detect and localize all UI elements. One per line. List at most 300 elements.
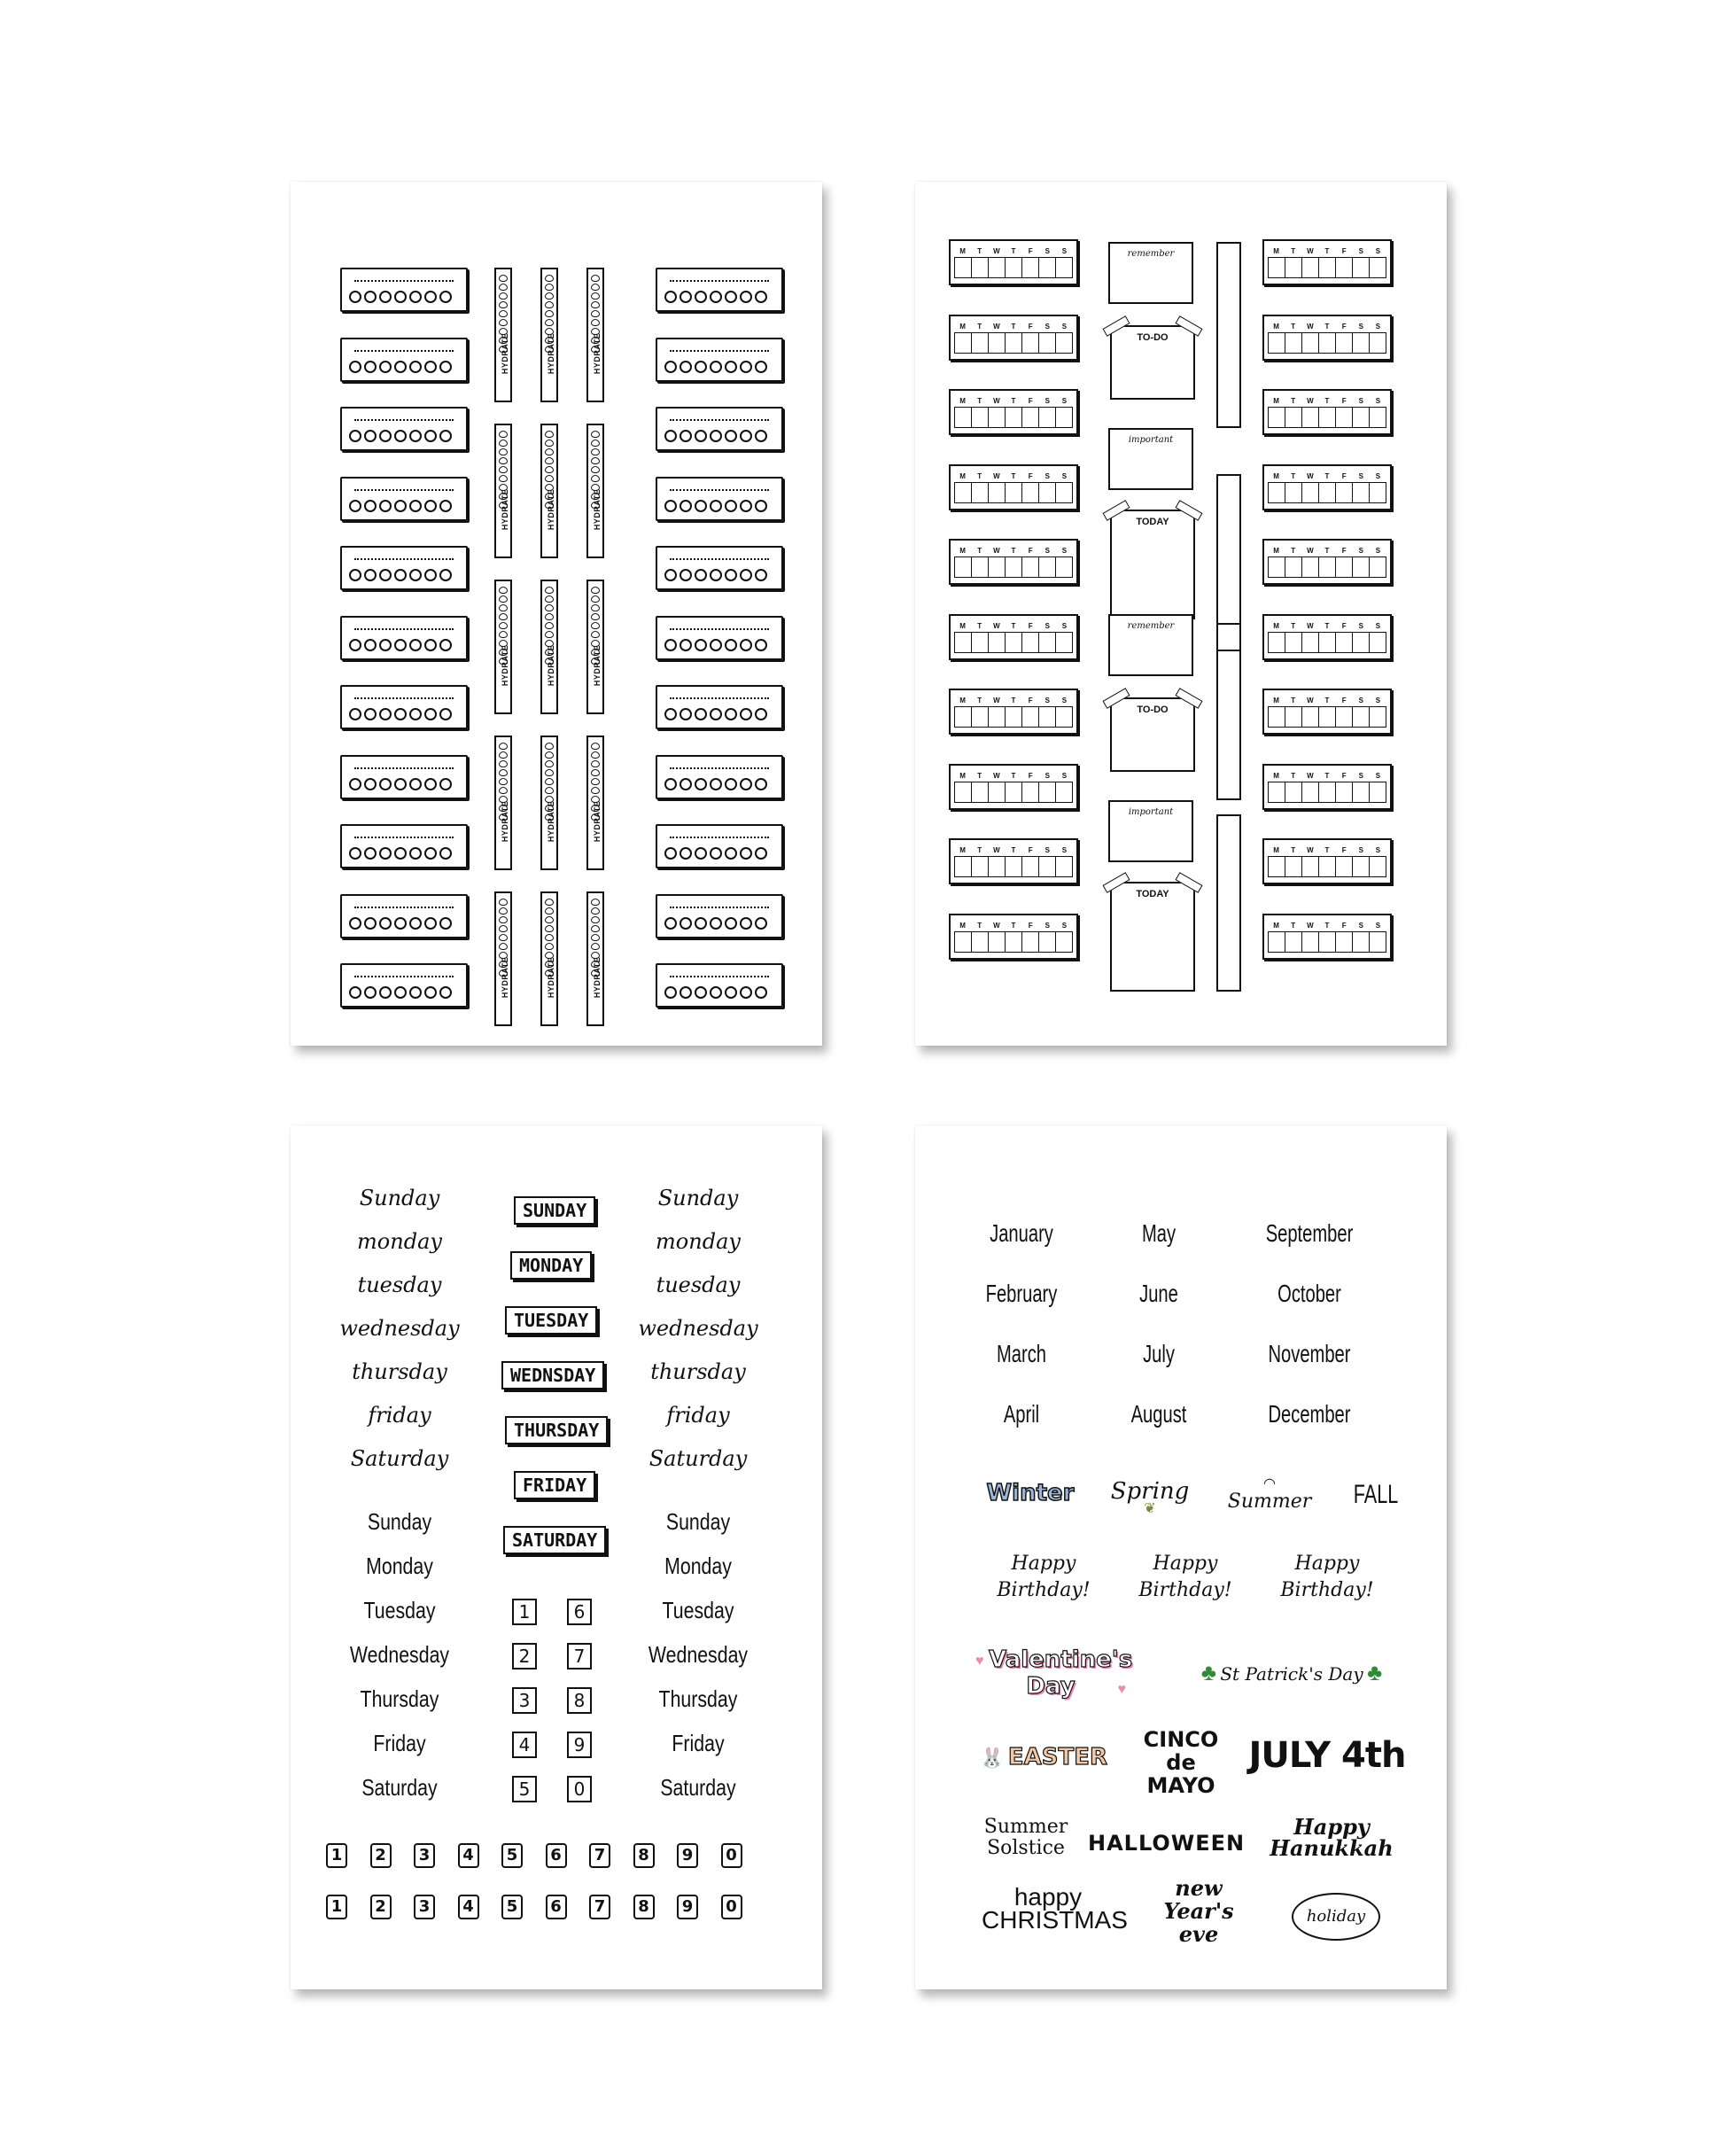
birthday-sticker-1 <box>982 1551 1106 1604</box>
note-sticker <box>1108 614 1193 676</box>
week-tracker <box>949 539 1078 585</box>
month-label: May <box>1141 1219 1177 1247</box>
dotted-line <box>354 558 454 560</box>
day-box <box>989 932 1006 952</box>
day-box <box>1370 408 1386 427</box>
circle-row <box>664 917 767 930</box>
print-day-right: Friday <box>672 1730 725 1756</box>
weekday-letter: M <box>959 771 966 780</box>
dotted-line <box>354 489 454 491</box>
summer-solstice-text: Summer Solstice <box>983 1816 1068 1859</box>
weekday-letter: W <box>1307 921 1314 930</box>
droplet-icon <box>545 319 554 326</box>
weekday-letter: W <box>993 547 1000 555</box>
circle-checkbox <box>394 917 407 930</box>
circle-checkbox <box>439 500 452 512</box>
print-day-left: Monday <box>366 1553 433 1579</box>
circle-row <box>349 500 452 512</box>
droplet-icon <box>499 319 508 326</box>
day-box <box>1302 483 1319 502</box>
droplet-icon <box>545 613 554 620</box>
day-box <box>1285 857 1302 876</box>
day-box <box>955 258 972 277</box>
week-tracker <box>1262 315 1392 361</box>
print-day-left: Tuesday <box>363 1597 436 1623</box>
droplet-icon <box>545 916 554 923</box>
note-title: TO-DO <box>1137 704 1169 715</box>
droplet-icon <box>499 440 508 447</box>
day-box <box>1056 258 1072 277</box>
weekday-letter: W <box>993 921 1000 930</box>
weekday-letter: T <box>1291 471 1296 480</box>
circle-checkbox <box>379 569 392 581</box>
weekday-letter: T <box>1291 322 1296 331</box>
weekday-letter: T <box>1011 322 1016 331</box>
droplet-icon <box>499 587 508 594</box>
circle-checkbox <box>725 361 737 373</box>
circle-checkbox <box>755 430 767 442</box>
droplet-icon <box>591 787 600 794</box>
number-tab: 0 <box>721 1843 742 1868</box>
dot-tracker <box>340 546 468 590</box>
circle-checkbox <box>755 708 767 720</box>
circle-checkbox <box>379 708 392 720</box>
day-flag-sticker: FRIDAY <box>514 1471 595 1499</box>
circle-row <box>664 778 767 790</box>
weekday-letter: T <box>1291 247 1296 255</box>
day-box <box>1319 483 1336 502</box>
hydrate-strip <box>540 424 558 558</box>
print-day-right: Sunday <box>665 1508 731 1535</box>
day-box <box>1336 408 1353 427</box>
day-box <box>1285 408 1302 427</box>
weekday-letter: W <box>993 322 1000 331</box>
weekday-letter: T <box>1291 397 1296 405</box>
weekday-letter: M <box>1273 322 1279 331</box>
droplet-icon <box>591 934 600 941</box>
circle-checkbox <box>424 639 437 651</box>
weekday-letter: F <box>1028 247 1033 255</box>
droplet-icon <box>591 943 600 950</box>
droplet-icon <box>499 899 508 906</box>
droplet-icon <box>545 475 554 482</box>
weekday-header <box>954 471 1073 482</box>
weekday-letter: M <box>1273 397 1279 405</box>
droplet-icon <box>499 925 508 932</box>
day-box <box>1353 707 1370 727</box>
circle-checkbox <box>740 917 752 930</box>
day-box <box>1370 258 1386 277</box>
sticker-sheet-weekly-notes <box>915 182 1447 1046</box>
day-box <box>1353 557 1370 577</box>
day-box <box>1056 707 1072 727</box>
month-label: February <box>985 1280 1058 1307</box>
day-box <box>972 932 989 952</box>
weekday-boxes <box>954 332 1073 354</box>
circle-checkbox <box>664 500 677 512</box>
droplet-icon <box>591 310 600 317</box>
droplet-icon <box>499 457 508 464</box>
day-box <box>1022 857 1039 876</box>
weekday-letter: S <box>1375 471 1381 480</box>
day-box <box>1302 857 1319 876</box>
day-box <box>1353 483 1370 502</box>
weekday-letter: S <box>1044 697 1050 704</box>
droplet-icon <box>591 431 600 438</box>
hydrate-strip <box>540 268 558 402</box>
droplet-icon <box>545 934 554 941</box>
weekday-letter: T <box>977 771 982 780</box>
weekday-letter: F <box>1028 771 1033 780</box>
circle-checkbox <box>394 986 407 999</box>
season-summer-text: Summer <box>1227 1491 1312 1513</box>
hydrate-label: HYDRATE <box>593 956 602 999</box>
day-box <box>1022 557 1039 577</box>
day-box <box>1336 633 1353 652</box>
circle-checkbox <box>409 569 422 581</box>
new-years-eve-sticker <box>1137 1877 1261 1946</box>
day-box <box>1022 782 1039 802</box>
day-box <box>1302 258 1319 277</box>
month-label: December <box>1268 1400 1351 1428</box>
number-tab: 6 <box>546 1895 567 1919</box>
circle-checkbox <box>755 639 767 651</box>
date-number-box: 1 <box>512 1599 537 1625</box>
number-tab: 3 <box>414 1843 435 1868</box>
droplet-icon <box>499 613 508 620</box>
day-box <box>1006 633 1022 652</box>
circle-checkbox <box>710 569 722 581</box>
droplet-icon <box>545 769 554 776</box>
week-tracker <box>949 464 1078 510</box>
circle-checkbox <box>710 430 722 442</box>
circle-checkbox <box>664 430 677 442</box>
note-title: important <box>1128 807 1174 817</box>
circle-checkbox <box>364 986 377 999</box>
dotted-line <box>354 837 454 838</box>
weekday-boxes <box>1268 931 1386 953</box>
day-box <box>1302 707 1319 727</box>
circle-checkbox <box>409 778 422 790</box>
circle-checkbox <box>755 361 767 373</box>
dotted-line <box>354 976 454 977</box>
day-box <box>1022 483 1039 502</box>
weekday-letter: T <box>1011 921 1016 930</box>
st-patricks-day-sticker <box>1172 1659 1411 1686</box>
circle-row <box>664 708 767 720</box>
hydrate-label: HYDRATE <box>547 800 555 843</box>
day-box <box>1336 483 1353 502</box>
circle-checkbox <box>379 778 392 790</box>
droplet-icon <box>591 907 600 915</box>
dot-tracker <box>340 407 468 451</box>
season-fall <box>1332 1480 1420 1510</box>
weekday-header <box>954 771 1073 782</box>
weekday-letter: S <box>1358 397 1363 405</box>
day-box <box>989 557 1006 577</box>
weekday-letter: T <box>1324 921 1330 930</box>
circle-checkbox <box>424 430 437 442</box>
day-box <box>1056 633 1072 652</box>
droplet-icon <box>591 440 600 447</box>
weekday-letter: S <box>1061 846 1068 854</box>
weekday-letter: T <box>977 471 982 480</box>
sticker-sheet-habit-trackers <box>291 182 822 1046</box>
day-box <box>1336 707 1353 727</box>
weekday-letter: S <box>1044 322 1050 331</box>
circle-checkbox <box>725 917 737 930</box>
valentines-day-sticker <box>975 1646 1133 1700</box>
droplet-icon <box>591 925 600 932</box>
circle-checkbox <box>725 778 737 790</box>
circle-checkbox <box>695 986 707 999</box>
day-box <box>1006 333 1022 353</box>
dot-tracker <box>340 894 468 938</box>
weekday-letter: S <box>1375 846 1381 854</box>
clover-icon: ♣ <box>1200 1659 1216 1685</box>
weekday-letter: S <box>1061 547 1068 555</box>
weekday-boxes <box>954 407 1073 428</box>
note-title: important <box>1128 435 1174 445</box>
day-box <box>1302 633 1319 652</box>
day-box <box>1353 333 1370 353</box>
heart-icon: ♥ <box>1117 1682 1126 1697</box>
circle-checkbox <box>364 361 377 373</box>
hydrate-label: HYDRATE <box>547 956 555 999</box>
weekday-letter: T <box>1324 397 1330 405</box>
dot-tracker <box>340 824 468 868</box>
dot-tracker <box>340 685 468 729</box>
droplet-icon <box>499 292 508 300</box>
circle-checkbox <box>364 291 377 303</box>
dot-tracker <box>340 755 468 799</box>
circle-row <box>664 569 767 581</box>
circle-checkbox <box>664 361 677 373</box>
note-title: TODAY <box>1136 889 1169 899</box>
date-number-box: 3 <box>512 1687 537 1714</box>
circle-checkbox <box>439 917 452 930</box>
hydrate-strip <box>494 736 512 870</box>
weekday-header <box>954 546 1073 557</box>
easter-text: EASTER <box>1007 1744 1107 1771</box>
day-box <box>1353 258 1370 277</box>
circle-checkbox <box>740 430 752 442</box>
weekday-letter: W <box>993 621 1000 630</box>
weekday-letter: M <box>959 471 966 480</box>
print-day-left: Wednesday <box>349 1641 450 1668</box>
droplet-icon <box>591 292 600 300</box>
weekday-letter: T <box>1011 697 1016 704</box>
droplet-icon <box>499 604 508 611</box>
day-box <box>1370 483 1386 502</box>
week-tracker <box>949 389 1078 435</box>
weekday-letter: T <box>1324 846 1330 854</box>
circle-checkbox <box>725 430 737 442</box>
dotted-line <box>354 697 454 699</box>
circle-checkbox <box>680 430 692 442</box>
weekday-letter: M <box>1273 697 1279 704</box>
droplet-icon <box>545 622 554 629</box>
bunny-icon: 🐰 <box>980 1747 1005 1769</box>
weekday-letter: S <box>1375 771 1381 780</box>
droplet-icon <box>591 319 600 326</box>
day-box <box>1370 857 1386 876</box>
week-tracker <box>1262 389 1392 435</box>
weekday-letter: S <box>1044 547 1050 555</box>
circle-checkbox <box>695 639 707 651</box>
droplet-icon <box>499 778 508 785</box>
weekday-letter: M <box>1273 621 1279 630</box>
day-flag-sticker: SATURDAY <box>503 1526 606 1554</box>
droplet-icon <box>591 275 600 282</box>
day-box <box>1039 408 1056 427</box>
droplet-icon <box>499 310 508 317</box>
day-box <box>1370 932 1386 952</box>
circle-checkbox <box>394 778 407 790</box>
hydrate-strip <box>540 736 558 870</box>
number-tab: 7 <box>589 1895 610 1919</box>
weekday-boxes <box>1268 257 1386 278</box>
weekday-letter: S <box>1358 471 1363 480</box>
dot-tracker <box>656 268 783 312</box>
print-day-right: Monday <box>664 1553 732 1579</box>
july-4th-sticker <box>1247 1735 1407 1776</box>
circle-checkbox <box>409 430 422 442</box>
circle-checkbox <box>680 569 692 581</box>
droplet-icon <box>591 595 600 603</box>
day-box <box>955 857 972 876</box>
day-box <box>972 258 989 277</box>
sun-icon: ◠ <box>1263 1476 1276 1491</box>
day-box <box>1056 557 1072 577</box>
hydrate-strip <box>586 268 604 402</box>
number-tab: 9 <box>677 1843 698 1868</box>
script-day-left: thursday <box>352 1359 447 1384</box>
weekday-boxes <box>1268 407 1386 428</box>
circle-checkbox <box>680 708 692 720</box>
dot-tracker <box>340 616 468 660</box>
season-spring-text: Spring <box>1110 1478 1190 1505</box>
day-box <box>1319 857 1336 876</box>
day-box <box>955 483 972 502</box>
circle-checkbox <box>439 361 452 373</box>
circle-checkbox <box>680 986 692 999</box>
circle-checkbox <box>349 986 361 999</box>
circle-checkbox <box>394 361 407 373</box>
day-box <box>1269 633 1285 652</box>
day-box <box>1285 333 1302 353</box>
droplet-icon <box>545 431 554 438</box>
droplet-icon <box>545 292 554 300</box>
season-winter-text: Winter <box>986 1480 1075 1506</box>
day-box <box>1006 258 1022 277</box>
hydrate-strip <box>540 891 558 1026</box>
droplet-icon <box>545 448 554 455</box>
date-number-box: 5 <box>512 1776 537 1802</box>
circle-checkbox <box>439 986 452 999</box>
droplet-icon <box>591 448 600 455</box>
droplet-icon <box>545 751 554 759</box>
day-box <box>1302 408 1319 427</box>
dotted-line <box>354 628 454 630</box>
weekday-letter: S <box>1358 621 1363 630</box>
circle-row <box>349 847 452 860</box>
dotted-line <box>354 419 454 421</box>
weekday-letter: S <box>1375 697 1381 704</box>
circle-checkbox <box>695 778 707 790</box>
circle-checkbox <box>364 639 377 651</box>
weekday-letter: S <box>1358 697 1363 704</box>
weekday-letter: W <box>1307 547 1314 555</box>
day-box <box>1039 932 1056 952</box>
weekday-letter: M <box>959 921 966 930</box>
holiday-text: holiday <box>1306 1907 1366 1926</box>
circle-checkbox <box>755 569 767 581</box>
number-tab: 4 <box>458 1895 479 1919</box>
circle-checkbox <box>379 917 392 930</box>
circle-row <box>664 291 767 303</box>
weekday-letter: S <box>1061 322 1068 331</box>
circle-checkbox <box>439 847 452 860</box>
dot-tracker <box>340 268 468 312</box>
droplet-icon <box>591 743 600 750</box>
circle-row <box>349 639 452 651</box>
circle-checkbox <box>725 986 737 999</box>
circle-checkbox <box>710 361 722 373</box>
day-box <box>1370 557 1386 577</box>
weekday-letter: S <box>1375 547 1381 555</box>
weekday-header <box>1268 621 1386 632</box>
circle-checkbox <box>740 986 752 999</box>
droplet-icon <box>499 751 508 759</box>
circle-row <box>349 708 452 720</box>
weekday-letter: S <box>1375 397 1381 405</box>
droplet-icon <box>545 943 554 950</box>
circle-row <box>349 291 452 303</box>
day-box <box>972 557 989 577</box>
day-box <box>1039 633 1056 652</box>
weekday-letter: T <box>1011 621 1016 630</box>
hydrate-strip <box>540 580 558 714</box>
dot-tracker <box>656 407 783 451</box>
hydrate-label: HYDRATE <box>593 488 602 531</box>
month-label: April <box>1003 1400 1040 1428</box>
dotted-line <box>670 558 769 560</box>
weekday-header <box>954 845 1073 856</box>
new-years-eve-text: new Year's eve <box>1163 1875 1234 1947</box>
day-box <box>1336 857 1353 876</box>
weekday-letter: F <box>1028 697 1033 704</box>
circle-checkbox <box>725 291 737 303</box>
day-box <box>1269 707 1285 727</box>
circle-checkbox <box>349 639 361 651</box>
season-summer <box>1216 1478 1323 1513</box>
date-number-box: 6 <box>567 1599 592 1625</box>
cinco-de-mayo-text: CINCO de MAYO <box>1143 1727 1219 1798</box>
weekday-letter: M <box>1273 771 1279 780</box>
hydrate-label: HYDRATE <box>501 488 509 531</box>
weekday-letter: M <box>959 697 966 704</box>
droplet-icon <box>545 907 554 915</box>
weekday-letter: M <box>1273 471 1279 480</box>
number-tab: 0 <box>721 1895 742 1919</box>
droplet-icon <box>591 457 600 464</box>
circle-checkbox <box>409 986 422 999</box>
note-sticker <box>1110 325 1195 400</box>
circle-checkbox <box>439 291 452 303</box>
season-fall-text: FALL <box>1353 1480 1399 1509</box>
day-box <box>989 408 1006 427</box>
